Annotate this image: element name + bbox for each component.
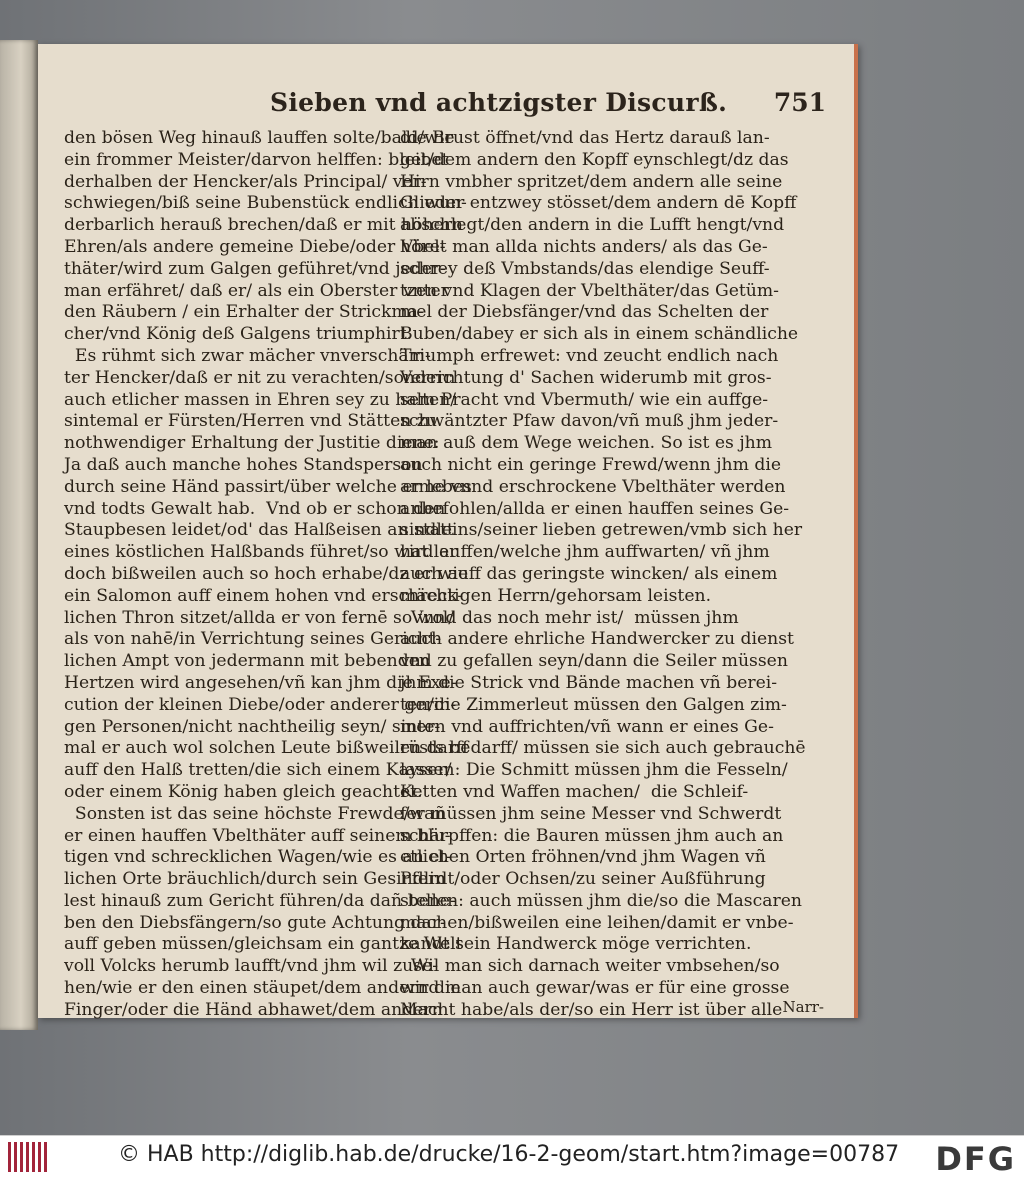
text-line: die Brust öffnet/vnd das Hertz darauß lan- bbox=[400, 128, 770, 148]
text-line: lassen: Die Schmitt müssen jhm die Fesseln/ bbox=[400, 760, 788, 781]
text-line: get/dem andern den Kopff eynschlegt/dz das bbox=[400, 149, 789, 170]
text-line: Hirn vmbher spritzet/dem andern alle seine bbox=[400, 171, 783, 192]
text-line: abschlegt/den andern in die Lufft hengt/vnd bbox=[400, 215, 785, 236]
book-page bbox=[38, 44, 858, 1018]
text-line: sintemal er Fürsten/Herren vnd Stätten zu bbox=[64, 411, 437, 432]
text-line: Vnnd das noch mehr ist/ müssen jhm bbox=[400, 607, 739, 628]
facing-page-edge bbox=[0, 40, 38, 1030]
text-line: ben den Diebsfängern/so gute Achtung dar- bbox=[64, 912, 446, 933]
text-line: mächtigen Herrn/gehorsam leisten. bbox=[400, 585, 712, 606]
text-line: voll Volcks herumb laufft/vnd jhm wil zuse- bbox=[64, 956, 439, 977]
text-line: ter Hencker/daß er nit zu verachten/sondern bbox=[64, 367, 456, 388]
text-line: durch seine Händ passirt/über welche er lebes bbox=[64, 476, 472, 497]
text-line: Verrichtung d' Sachen widerumb mit gros- bbox=[400, 367, 772, 388]
text-column-left bbox=[64, 128, 472, 1022]
text-line: eines köstlichen Halßbands führet/so wird er bbox=[64, 542, 458, 563]
text-line: höret man allda nichts anders/ als das Ge- bbox=[400, 236, 768, 257]
text-line: Finger/oder die Händ abhawet/dem andern bbox=[64, 999, 443, 1020]
text-line: ten/die Zimmerleut müssen den Galgen zim- bbox=[400, 694, 787, 715]
text-line: vnd zu gefallen seyn/dann die Seiler müssen bbox=[400, 651, 788, 672]
running-title: Sieben vnd achtzigster Discurß. bbox=[270, 88, 728, 117]
text-line: kandt sein Handwerck möge verrichten. bbox=[400, 934, 752, 955]
text-line: stellen: auch müssen jhm die/so die Mascaren bbox=[400, 890, 802, 911]
text-line: etlichen Orten fröhnen/vnd jhm Wagen vñ bbox=[400, 847, 766, 868]
text-line: Ja daß auch manche hohes Standsperson bbox=[64, 454, 423, 475]
facing-page-text-fragment bbox=[4, 110, 34, 990]
page-header bbox=[38, 44, 854, 134]
text-line: mern vnd auffrichten/vñ wann er eines Ge- bbox=[400, 716, 774, 737]
viewer-footer bbox=[0, 1135, 1024, 1178]
text-line: nothwendiger Erhaltung der Justitie diene: bbox=[64, 433, 440, 454]
hab-barcode-icon bbox=[8, 1142, 48, 1172]
text-line: mal er auch wol solchen Leute bißweilen darff bbox=[64, 738, 469, 759]
text-line: auch nicht ein geringe Frewd/wenn jhm die bbox=[400, 454, 782, 475]
text-line: schwiegen/biß seine Bubenstück endlich wun- bbox=[64, 193, 467, 214]
text-line: vnd todts Gewalt hab. Vnd ob er schon den bbox=[64, 498, 446, 519]
text-line: anbefohlen/allda er einen hauffen seines Ge- bbox=[400, 498, 790, 519]
text-line: Pferdt/oder Ochsen/zu seiner Außführung bbox=[400, 869, 766, 890]
text-line: auch etlicher massen in Ehren sey zu halten/ bbox=[64, 389, 457, 410]
text-line: wird man auch gewar/was er für eine grosse bbox=[400, 978, 790, 999]
text-line: Ketten vnd Waffen machen/ die Schleif- bbox=[400, 781, 749, 802]
text-line: den Räubern / ein Erhalter der Strickma- bbox=[64, 302, 424, 323]
text-line: tigen vnd schrecklichen Wagen/wie es an et- bbox=[64, 847, 453, 868]
text-line: ein frommer Meister/darvon helffen: bleibet bbox=[64, 149, 449, 170]
text-line: tzen vnd Klagen der Vbelthäter/das Getüm- bbox=[400, 280, 779, 301]
text-line: Triumph erfrewet: vnd zeucht endlich nach bbox=[400, 345, 779, 366]
text-line: auff geben müssen/gleichsam ein gantze Welt bbox=[64, 934, 463, 955]
text-line: doch bißweilen auch so hoch erhabe/dz er wie bbox=[64, 563, 469, 584]
text-line: lichen Ampt von jedermann mit bebenden bbox=[64, 651, 430, 672]
text-line: auch andere ehrliche Handwercker zu dienst bbox=[400, 629, 794, 650]
text-line: fer müssen jhm seine Messer vnd Schwerdt bbox=[400, 803, 782, 824]
text-line: oder einem König haben gleich geachtet. bbox=[64, 781, 423, 802]
text-line: Ehren/als andere gemeine Diebe/oder Vbel- bbox=[64, 236, 446, 257]
text-line: thäter/wird zum Galgen geführet/vnd jeder- bbox=[64, 258, 446, 279]
text-line: lichen Thron sitzet/allda er von fernē so wol/ bbox=[64, 607, 455, 628]
text-line: machen/bißweilen eine leihen/damit er vnbe- bbox=[400, 912, 794, 933]
text-line: Glieder entzwey stösset/dem andern dē Kopff bbox=[400, 193, 797, 214]
text-line: lichen Orte bräuchlich/durch sein Gesindlin bbox=[64, 869, 446, 890]
text-line: rüsts bedarff/ müssen sie sich auch gebrauchē bbox=[400, 738, 806, 759]
text-line: Wil man sich darnach weiter vmbsehen/so bbox=[400, 956, 780, 977]
text-line: als von nahē/in Verrichtung seines Gericht- bbox=[64, 629, 442, 650]
text-line: er einen hauffen Vbelthäter auff seinem blu- bbox=[64, 825, 451, 846]
text-line: hen/wie er den einen stäupet/dem andern die bbox=[64, 978, 461, 999]
text-line: Hertzen wird angesehen/vñ kan jhm die Exe- bbox=[64, 672, 457, 693]
text-line: arme vnnd erschrockene Vbelthäter werden bbox=[400, 476, 786, 497]
text-line: hat lauffen/welche jhm auffwarten/ vñ jhm bbox=[400, 542, 770, 563]
text-line: jhm die Strick vnd Bände machen vñ berei- bbox=[400, 672, 778, 693]
text-line: ein Salomon auff einem hohen vnd erschreck- bbox=[64, 585, 464, 606]
text-line: schärpffen: die Bauren müssen jhm auch an bbox=[400, 825, 784, 846]
text-line: auch auff das geringste wincken/ als einem bbox=[400, 563, 778, 584]
text-line: schrey deß Vmbstands/das elendige Seuff- bbox=[400, 258, 770, 279]
text-line: man erfähret/ daß er/ als ein Oberster vnter bbox=[64, 280, 449, 301]
citation-link[interactable]: © HAB http://diglib.hab.de/drucke/16-2-geom/start.htm?image=00787 bbox=[118, 1142, 900, 1167]
text-line: derhalben der Hencker/als Principal/ ver- bbox=[64, 171, 427, 192]
text-line: lest hinauß zum Gericht führen/da dañ bene- bbox=[64, 890, 456, 911]
text-line: Buben/dabey er sich als in einem schändliche bbox=[400, 324, 799, 345]
text-line: man auß dem Wege weichen. So ist es jhm bbox=[400, 433, 773, 454]
text-line: den bösen Weg hinauß lauffen solte/bald/wie bbox=[64, 128, 455, 148]
text-line: gen Personen/nicht nachtheilig seyn/ sinte- bbox=[64, 716, 441, 737]
text-line: mel der Diebsfänger/vnd das Schelten der bbox=[400, 302, 769, 323]
text-line: Staupbesen leidet/od' das Halßeisen an statt bbox=[64, 520, 454, 541]
text-line: auff den Halß tretten/die sich einem Kayser/ bbox=[64, 760, 452, 781]
text-line: cution der kleinen Diebe/oder anderer gerin- bbox=[64, 694, 457, 715]
text-line: Macht habe/als der/so ein Herr ist über alle bbox=[400, 999, 783, 1020]
catchword: Narr- bbox=[782, 998, 824, 1016]
text-line: derbarlich herauß brechen/daß er mit höhern bbox=[64, 215, 463, 236]
text-line: cher/vnd König deß Galgens triumphirt. bbox=[64, 324, 413, 345]
text-line: sindleins/seiner lieben getrewen/vmb sich her bbox=[400, 520, 803, 541]
dfg-logo: DFG bbox=[935, 1140, 1016, 1178]
page-number: 751 bbox=[773, 88, 826, 117]
text-line: Es rühmt sich zwar mächer vnverschäm- bbox=[64, 345, 431, 366]
text-line: Sonsten ist das seine höchste Frewde/wañ bbox=[64, 803, 446, 824]
text-line: schwäntzter Pfaw davon/vñ muß jhm jeder- bbox=[400, 411, 779, 432]
text-line: sem Pracht vnd Vbermuth/ wie ein auffge- bbox=[400, 389, 769, 410]
